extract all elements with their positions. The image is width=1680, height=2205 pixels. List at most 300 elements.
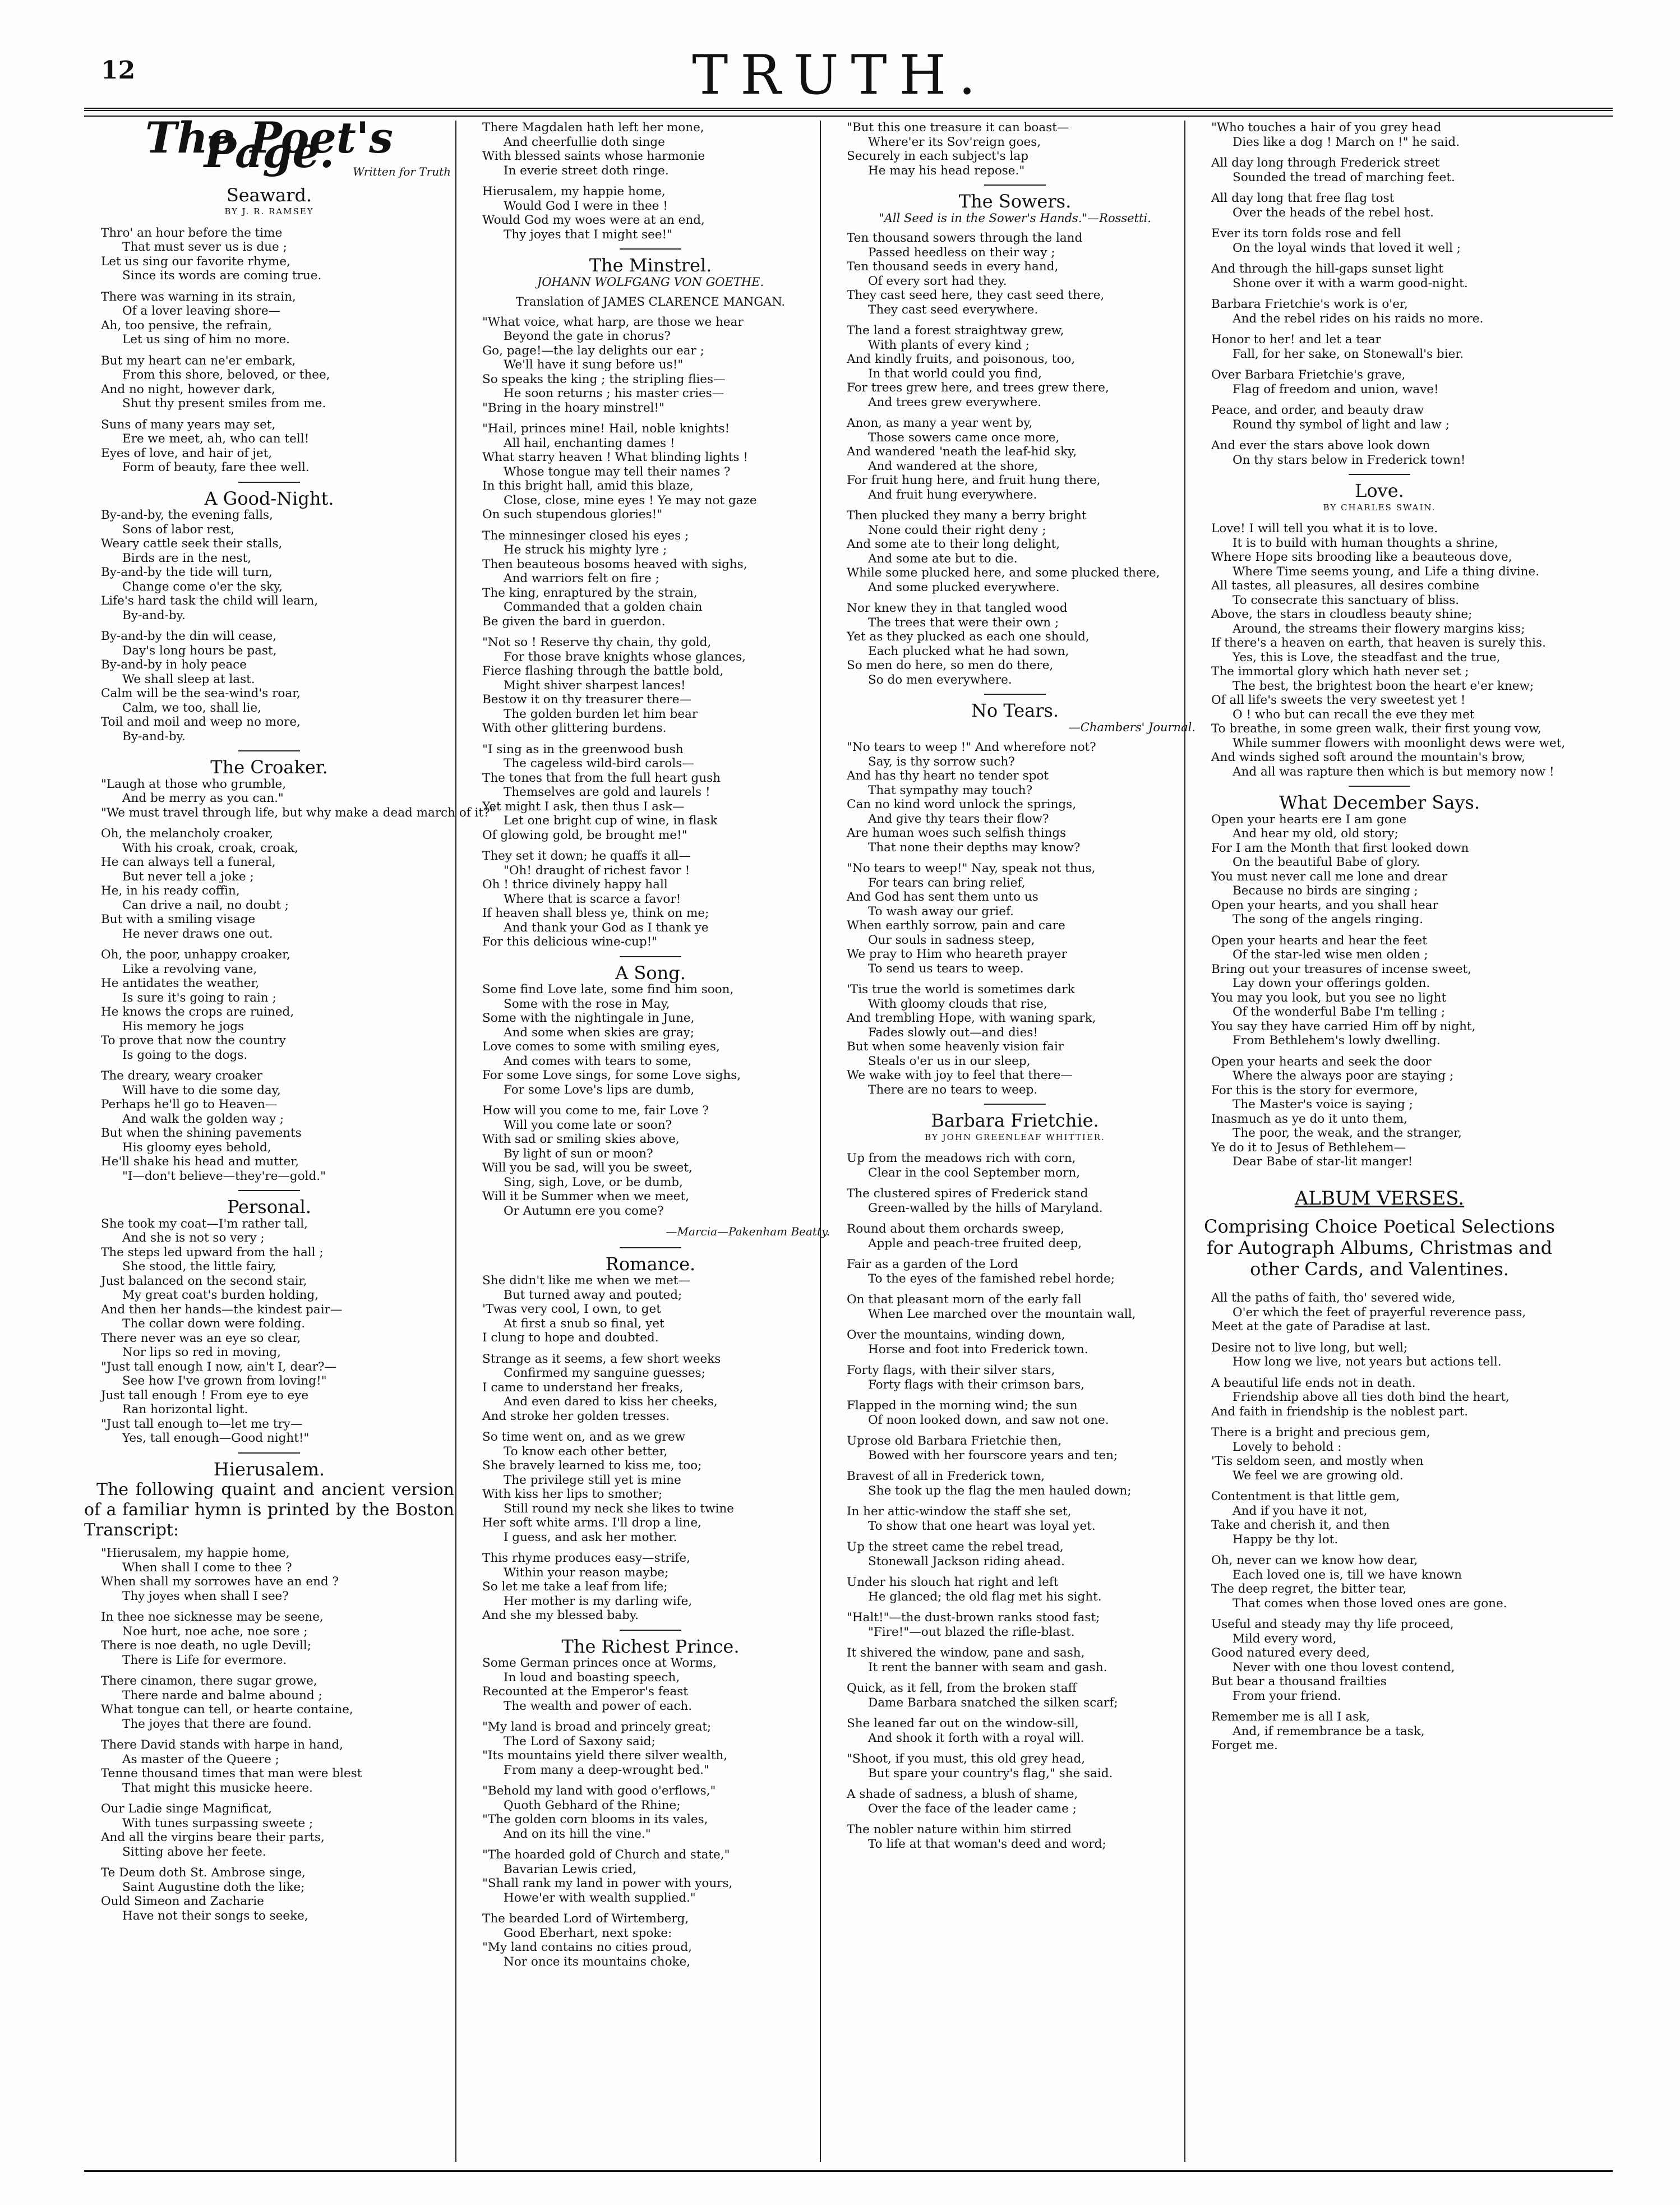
verse-line: For trees grew here, and trees grew there, (847, 381, 1109, 395)
verse-line: And trees grew everywhere. (868, 395, 1042, 409)
stanza (84, 354, 454, 411)
poem (465, 1630, 836, 1969)
verse-line: There is a bright and precious gem, (1211, 1426, 1430, 1440)
verse-line: Fall, for her sake, on Stonewall's bier. (1233, 347, 1464, 361)
verse-line: With tunes surpassing sweete ; (122, 1816, 313, 1830)
verse-line: Change come o'er the sky, (122, 579, 283, 594)
verse-line: For I am the Month that first looked down (1211, 841, 1469, 855)
stanza (830, 509, 1200, 594)
verse-line: "Just tall enough to—let me try— (101, 1417, 303, 1431)
verse-line: Hierusalem, my happie home, (482, 184, 666, 199)
stanza (1194, 121, 1564, 149)
verse-line: "My land contains no cities proud, (482, 1940, 692, 1954)
separator-rule (620, 956, 681, 957)
stanza (830, 982, 1200, 1097)
stanza (830, 1187, 1200, 1215)
verse-line: "Behold my land with good o'erflows," (482, 1784, 716, 1798)
verse-line: But when the shining pavements (101, 1126, 302, 1140)
verse-line: Contentment is that little gem, (1211, 1489, 1400, 1503)
verse-line: There David stands with harpe in hand, (101, 1738, 343, 1752)
stanza (84, 1866, 454, 1923)
verse-line: Beyond the gate in chorus? (504, 329, 671, 343)
verse-line: With sad or smiling skies above, (482, 1132, 680, 1146)
verse-line: Mild every word, (1233, 1631, 1337, 1646)
column-divider (455, 121, 456, 2162)
verse-line: Ten thousand sowers through the land (847, 231, 1083, 245)
stanza (84, 1217, 454, 1446)
verse-line: Yes, tall enough—Good night!" (122, 1431, 310, 1445)
verse-line: Shut thy present smiles from me. (122, 396, 326, 410)
poem-title: Seaward. (226, 184, 312, 206)
verse-line: In loud and boasting speech, (504, 1670, 680, 1685)
verse-line: With plants of every kind ; (868, 338, 1030, 352)
verse-line: Sitting above her feete. (122, 1844, 266, 1859)
verse-line: We'll have it sung before us!" (504, 358, 684, 372)
verse-line: So time went on, and as we grew (482, 1430, 685, 1444)
verse-line: Of a lover leaving shore— (122, 304, 281, 318)
verse-line: All day long that free flag tost (1211, 191, 1395, 205)
verse-line: Uprose old Barbara Frietchie then, (847, 1434, 1062, 1448)
poem-title: Love. (1355, 480, 1404, 501)
verse-line: Whose tongue may tell their names ? (504, 464, 731, 479)
stanza (830, 231, 1200, 317)
verse-line: "I sing as in the greenwood bush (482, 742, 684, 756)
verse-line: Would God I were in thee ! (504, 199, 668, 213)
poem (465, 1247, 836, 1623)
verse-line: And the rebel rides on his raids no more. (1233, 311, 1484, 326)
verse-line: There Magdalen hath left her mone, (482, 121, 704, 135)
verse-line: There never was an eye so clear, (101, 1331, 301, 1345)
verse-line: Just tall enough ! From eye to eye (101, 1388, 309, 1403)
verse-line: Sons of labor rest, (122, 522, 235, 537)
verse-line: I clung to hope and doubted. (482, 1331, 659, 1345)
verse-line: We shall sleep at last. (122, 672, 255, 686)
verse-line: Each loved one is, till we have known (1233, 1567, 1462, 1582)
verse-line: In that world could you find, (868, 366, 1042, 381)
verse-line: And some ate but to die. (868, 551, 1018, 566)
verse-line: Thro' an hour before the time (101, 225, 283, 240)
verse-line: Inasmuch as ye do it unto them, (1211, 1111, 1407, 1126)
poem (1194, 474, 1564, 779)
verse-line: While summer flowers with moonlight dews were wet, (1233, 736, 1566, 750)
column-2 (465, 121, 836, 2162)
stanza (465, 1352, 836, 1424)
poem (830, 184, 1200, 687)
stanza (1194, 439, 1564, 467)
verse-line: And on its hill the vine." (504, 1826, 651, 1841)
verse-line: And then her hands—the kindest pair— (101, 1302, 343, 1317)
verse-line: But with a smiling visage (101, 912, 256, 926)
verse-line: That none their depths may know? (868, 840, 1081, 855)
verse-line: Eyes of love, and hair of jet, (101, 446, 273, 460)
verse-line: By-and-by the tide will turn, (101, 565, 273, 579)
poem-subtitle: "All Seed is in the Sower's Hands."—Rossetti. (879, 211, 1151, 225)
verse-line: Dame Barbara snatched the silken scarf; (868, 1695, 1118, 1710)
stanza (1194, 1489, 1564, 1547)
verse-line: By-and-by, the evening falls, (101, 508, 273, 522)
verse-line: And wandered at the shore, (868, 459, 1039, 473)
verse-line: Ye do it to Jesus of Bethlehem— (1211, 1140, 1406, 1155)
verse-line: Ould Simeon and Zacharie (101, 1894, 264, 1908)
verse-line: Take and cherish it, and then (1211, 1518, 1390, 1532)
verse-line: He, in his ready coffin, (101, 884, 240, 898)
section-title: The Poet's Page. (145, 113, 393, 177)
verse-line: His gloomy eyes behold, (122, 1140, 271, 1155)
verse-line: Over the heads of the rebel host. (1233, 205, 1434, 220)
verse-line: Of all life's sweets the very sweetest yet ! (1211, 693, 1466, 707)
verse-line: By-and-by in holy peace (101, 658, 247, 672)
verse-line: With his croak, croak, croak, (122, 841, 299, 855)
verse-line: He struck his mighty lyre ; (504, 543, 667, 557)
verse-line: Honor to her! and let a tear (1211, 333, 1381, 347)
stanza (84, 1674, 454, 1731)
verse-line: Where Time seems young, and Life a thing divine. (1233, 564, 1540, 579)
verse-line: And be merry as you can." (122, 791, 284, 805)
verse-line: She leaned far out on the window-sill, (847, 1717, 1079, 1731)
verse-line: Calm, we too, shall lie, (122, 700, 261, 715)
stanza (465, 1912, 836, 1969)
stanza (830, 1151, 1200, 1180)
verse-line: Up the street came the rebel tread, (847, 1540, 1064, 1554)
verse-line: By light of sun or moon? (504, 1146, 653, 1161)
verse-line: Then beauteous bosoms heaved with sighs, (482, 557, 747, 571)
verse-line: O ! who but can recall the eve they met (1233, 707, 1475, 722)
verse-line: Forty flags with their crimson bars, (868, 1377, 1085, 1392)
stanza (1194, 191, 1564, 220)
verse-line: By-and-by the din will cease, (101, 629, 277, 643)
verse-line: Dies like a dog ! March on !" he said. (1233, 135, 1460, 149)
verse-line: 'Tis seldom seen, and mostly when (1211, 1454, 1424, 1468)
verse-line: Perhaps he'll go to Heaven— (101, 1097, 278, 1111)
verse-line: There narde and balme abound ; (122, 1688, 322, 1703)
verse-line: Of noon looked down, and saw not one. (868, 1413, 1109, 1427)
verse-line: "Not so ! Reserve thy chain, thy gold, (482, 635, 712, 649)
verse-line: So speaks the king ; the stripling flies— (482, 372, 726, 386)
stanza (830, 1222, 1200, 1251)
verse-line: Will it be Summer when we meet, (482, 1189, 689, 1203)
verse-line: The joyes that there are found. (122, 1717, 312, 1731)
verse-line: "Who touches a hair of you grey head (1211, 121, 1442, 135)
verse-line: Bestow it on thy treasurer there— (482, 693, 691, 707)
verse-line: If heaven shall bless ye, think on me; (482, 906, 709, 920)
verse-line: Commanded that a golden chain (504, 600, 703, 614)
verse-line: Useful and steady may thy life proceed, (1211, 1617, 1454, 1631)
verse-line: On the beautiful Babe of glory. (1233, 855, 1420, 869)
verse-line: There was warning in its strain, (101, 289, 296, 304)
verse-line: Round about them orchards sweep, (847, 1222, 1065, 1236)
verse-line: "No tears to weep !" And wherefore not? (847, 740, 1096, 754)
stanza (465, 1720, 836, 1777)
verse-line: From many a deep-wrought bed." (504, 1763, 709, 1777)
stanza (830, 121, 1200, 178)
verse-line: Yet might I ask, then thus I ask— (482, 799, 685, 814)
verse-line: Green-walled by the hills of Maryland. (868, 1201, 1103, 1215)
verse-line: Desire not to live long, but well; (1211, 1340, 1408, 1355)
verse-line: Round thy symbol of light and law ; (1233, 417, 1450, 432)
verse-line: As master of the Queere ; (122, 1752, 279, 1766)
verse-line: Bring out your treasures of incense sweet, (1211, 962, 1471, 976)
verse-line: Under his slouch hat right and left (847, 1575, 1059, 1589)
verse-line: And winds sighed soft around the mountain's brow, (1211, 750, 1526, 764)
verse-line: Over the mountains, winding down, (847, 1328, 1065, 1342)
verse-line: The golden burden let him bear (504, 707, 698, 721)
verse-line: Passed heedless on their way ; (868, 245, 1055, 260)
verse-line: Meet at the gate of Paradise at last. (1211, 1320, 1430, 1334)
masthead-title: TRUTH. (692, 44, 988, 107)
verse-line: There is noe death, no ugle Devill; (101, 1639, 311, 1653)
verse-line: And warriors felt on fire ; (504, 571, 659, 585)
stanza (1194, 1553, 1564, 1611)
verse-line: Quoth Gebhard of the Rhine; (504, 1798, 681, 1812)
verse-line: But when some heavenly vision fair (847, 1040, 1064, 1054)
stanza (1194, 1617, 1564, 1703)
verse-line: That comes when those loved ones are gone. (1233, 1596, 1507, 1611)
verse-line: He antidates the weather, (101, 976, 260, 990)
verse-line: Nor knew they in that tangled wood (847, 601, 1068, 615)
verse-line: With gloomy clouds that rise, (868, 997, 1047, 1011)
verse-line: Happy be thy lot. (1233, 1532, 1339, 1547)
verse-line: Above, the stars in cloudless beauty shine; (1211, 607, 1473, 621)
poem (465, 956, 836, 1239)
verse-line: Over the face of the leader came ; (868, 1801, 1077, 1816)
verse-line: Oh, never can we know how dear, (1211, 1553, 1418, 1567)
stanza (1194, 1376, 1564, 1419)
stanza (1194, 1426, 1564, 1483)
verse-line: And cheerfullie doth singe (504, 135, 665, 149)
verse-line: Nor lips so red in moving, (122, 1345, 281, 1359)
verse-line: And God has sent them unto us (847, 890, 1039, 904)
stanza (830, 1257, 1200, 1286)
verse-line: "But this one treasure it can boast— (847, 121, 1069, 135)
verse-line: In this bright hall, amid this blaze, (482, 479, 694, 493)
verse-line: To wash away our grief. (868, 904, 1014, 919)
verse-line: And walk the golden way ; (122, 1111, 284, 1126)
verse-line: Ten thousand seeds in every hand, (847, 260, 1059, 274)
verse-line: Recounted at the Emperor's feast (482, 1685, 688, 1699)
verse-line: To show that one heart was loyal yet. (868, 1519, 1096, 1533)
poem-attribution: —Marcia—Pakenham Beatty. (666, 1225, 830, 1238)
verse-line: And all was rapture then which is but memory now ! (1233, 764, 1554, 779)
separator-rule (984, 1104, 1046, 1105)
verse-line: "Its mountains yield there silver wealth, (482, 1749, 728, 1763)
verse-line: "Laugh at those who grumble, (101, 777, 287, 791)
stanza (465, 1104, 836, 1218)
verse-line: Where'er its Sov'reign goes, (868, 135, 1041, 149)
stanza (830, 1646, 1200, 1674)
stanza (84, 1546, 454, 1603)
verse-line: Oh, the melancholy croaker, (101, 827, 274, 841)
verse-line: Fades slowly out—and dies! (868, 1025, 1038, 1040)
verse-line: He glanced; the old flag met his sight. (868, 1589, 1102, 1604)
verse-line: There are no tears to weep. (868, 1082, 1038, 1097)
verse-line: Thy joyes that I might see!" (504, 227, 672, 242)
verse-line: So men do here, so men do there, (847, 658, 1054, 672)
poem-title: The Sowers. (958, 191, 1072, 212)
verse-line: When shall I come to thee ? (122, 1560, 292, 1575)
separator-rule (984, 184, 1046, 186)
verse-line: On that pleasant morn of the early fall (847, 1293, 1082, 1307)
poem-translator: Translation of JAMES CLARENCE MANGAN. (515, 295, 786, 308)
verse-line: The trees that were their own ; (868, 615, 1059, 630)
verse-line: To send us tears to weep. (868, 961, 1024, 976)
verse-line: Have not their songs to seeke, (122, 1908, 308, 1923)
verse-line: None could their right deny ; (868, 523, 1046, 537)
verse-line: And some when skies are gray; (504, 1025, 694, 1040)
stanza (830, 1823, 1200, 1851)
verse-line: It rent the banner with seam and gash. (868, 1660, 1107, 1674)
verse-line: In her attic-window the staff she set, (847, 1505, 1072, 1519)
verse-line: Open your hearts and hear the feet (1211, 933, 1427, 948)
stanza (465, 121, 836, 178)
verse-line: I guess, and ask her mother. (504, 1530, 677, 1544)
verse-line: We wake with joy to feel that there— (847, 1068, 1073, 1082)
verse-line: He never draws one out. (122, 926, 273, 941)
poem (830, 694, 1200, 1097)
verse-line: And ever the stars above look down (1211, 439, 1430, 453)
stanza (1194, 813, 1564, 927)
stanza (1194, 262, 1564, 290)
verse-line: The wealth and power of each. (504, 1699, 693, 1713)
stanza (830, 1328, 1200, 1357)
verse-line: Bavarian Lewis cried, (504, 1862, 636, 1876)
verse-line: The immortal glory which hath never set ; (1211, 665, 1469, 679)
verse-line: All tastes, all pleasures, all desires combine (1211, 579, 1480, 593)
verse-line: Her mother is my darling wife, (504, 1594, 693, 1608)
poem (465, 121, 836, 242)
verse-line: A beautiful life ends not in death. (1211, 1376, 1416, 1390)
verse-line: Bowed with her fourscore years and ten; (868, 1448, 1118, 1463)
verse-line: Forget me. (1211, 1738, 1278, 1752)
verse-line: Within your reason maybe; (504, 1565, 669, 1580)
poem-title: The Minstrel. (589, 255, 712, 276)
verse-line: "My land is broad and princely great; (482, 1720, 712, 1734)
verse-line: When earthly sorrow, pain and care (847, 919, 1065, 933)
verse-line: And she my blessed baby. (482, 1608, 639, 1622)
verse-line: The poor, the weak, and the stranger, (1233, 1126, 1462, 1140)
verse-line: Let us sing of him no more. (122, 333, 290, 347)
verse-line: So let me take a leaf from life; (482, 1580, 668, 1594)
verse-line: Of every sort had they. (868, 274, 1007, 288)
separator-rule (1349, 786, 1410, 787)
verse-line: And faith in friendship is the noblest part. (1211, 1404, 1469, 1419)
verse-line: Because no birds are singing ; (1233, 884, 1418, 898)
verse-line: For those brave knights whose glances, (504, 649, 746, 664)
poem (465, 248, 836, 949)
verse-line: But my heart can ne'er embark, (101, 353, 296, 368)
verse-line: "Halt!"—the dust-brown ranks stood fast; (847, 1611, 1100, 1625)
verse-line: Can no kind word unlock the springs, (847, 797, 1077, 811)
verse-line: Yes, this is Love, the steadfast and the true, (1233, 650, 1501, 665)
stanza (830, 601, 1200, 687)
stanza (830, 1540, 1200, 1569)
page-number: 12 (101, 56, 136, 85)
verse-line: "Hierusalem, my happie home, (101, 1546, 290, 1560)
verse-line: Steals o'er us in our sleep, (868, 1054, 1031, 1068)
verse-line: "Shall rank my land in power with yours, (482, 1876, 733, 1890)
stanza (465, 635, 836, 736)
poem (1194, 121, 1564, 467)
verse-line: Like a revolving vane, (122, 962, 257, 976)
verse-line: While some plucked here, and some plucked there, (847, 566, 1160, 580)
poem-title: The Croaker. (210, 756, 328, 778)
verse-line: To the eyes of the famished rebel horde; (868, 1271, 1115, 1286)
verse-line: For fruit hung here, and fruit hung there, (847, 473, 1101, 487)
album-description: Comprising Choice Poetical Selections for Autograph Albums, Christmas and other Cards, and Valentines. (1204, 1216, 1555, 1280)
verse-line: Bravest of all in Frederick town, (847, 1469, 1045, 1483)
stanza (830, 1469, 1200, 1498)
verse-line: Go, page!—the lay delights our ear ; (482, 343, 704, 358)
verse-line: And if you have it not, (1233, 1503, 1368, 1518)
verse-line: Some German princes once at Worms, (482, 1656, 717, 1670)
verse-line: That must sever us is due ; (122, 240, 287, 254)
verse-line: He'll shake his head and mutter, (101, 1155, 299, 1169)
verse-line: And give thy tears their flow? (868, 811, 1049, 826)
verse-line: Of the wonderful Babe I'm telling ; (1233, 1005, 1446, 1019)
column-4 (1194, 121, 1564, 2162)
verse-line: Oh, the poor, unhappy croaker, (101, 948, 290, 962)
separator-rule (620, 1630, 681, 1631)
verse-line: In everie street doth ringe. (504, 163, 669, 178)
verse-line: Peace, and order, and beauty draw (1211, 403, 1424, 417)
verse-line: The bearded Lord of Wirtemberg, (482, 1912, 689, 1926)
stanza (465, 529, 836, 629)
verse-line: He can always tell a funeral, (101, 855, 276, 869)
stanza (830, 1717, 1200, 1745)
verse-line: If there's a heaven on earth, that heaven is surely this. (1211, 636, 1546, 650)
separator-rule (620, 248, 681, 250)
stanza (830, 1787, 1200, 1816)
verse-line: All hail, enchanting dames ! (504, 436, 675, 450)
verse-line: And no night, however dark, (101, 382, 275, 396)
verse-line: Some with the nightingale in June, (482, 1011, 695, 1025)
verse-line: By-and-by. (122, 608, 186, 622)
verse-line: And wandered 'neath the leaf-hid sky, (847, 445, 1077, 459)
poem (84, 750, 496, 1183)
verse-line: Open your hearts and seek the door (1211, 1054, 1432, 1069)
verse-line: She took my coat—I'm rather tall, (101, 1216, 308, 1231)
verse-line: With other glittering burdens. (482, 721, 667, 735)
poem-title: Hierusalem. (213, 1458, 325, 1480)
verse-line: Sounded the tread of marching feet. (1233, 170, 1455, 184)
verse-line: Lay down your offerings golden. (1233, 976, 1430, 990)
verse-line: And shook it forth with a royal will. (868, 1731, 1084, 1745)
stanza (1194, 1341, 1564, 1369)
verse-line: Ah, too pensive, the refrain, (101, 318, 272, 333)
poem-byline: BY J. R. RAMSEY (224, 206, 314, 216)
verse-line: But turned away and pouted; (504, 1288, 682, 1302)
verse-line: Friendship above all ties doth bind the heart, (1233, 1390, 1510, 1404)
stanza (84, 290, 454, 347)
verse-line: Te Deum doth St. Ambrose singe, (101, 1866, 306, 1880)
poem-title: No Tears. (971, 700, 1059, 721)
verse-line: The deep regret, the bitter tear, (1211, 1582, 1407, 1596)
poem (1194, 1187, 1564, 1753)
verse-line: For some Love's lips are dumb, (504, 1082, 695, 1097)
stanza (84, 948, 454, 1062)
verse-line: The minnesinger closed his eyes ; (482, 528, 689, 543)
verse-line: Where Hope sits brooding like a beauteous dove, (1211, 550, 1512, 564)
stanza (465, 1656, 836, 1713)
verse-line: How will you come to me, fair Love ? (482, 1104, 709, 1118)
verse-line: The best, the brightest boon the heart e'er knew; (1233, 679, 1534, 693)
verse-line: Thy joyes when shall I see? (122, 1589, 289, 1603)
stanza (830, 1434, 1200, 1463)
stanza (1194, 227, 1564, 255)
stanza (830, 1681, 1200, 1710)
verse-line: The dreary, weary croaker (101, 1069, 262, 1083)
poem (84, 165, 454, 475)
poem-byline: BY CHARLES SWAIN. (1323, 502, 1436, 513)
